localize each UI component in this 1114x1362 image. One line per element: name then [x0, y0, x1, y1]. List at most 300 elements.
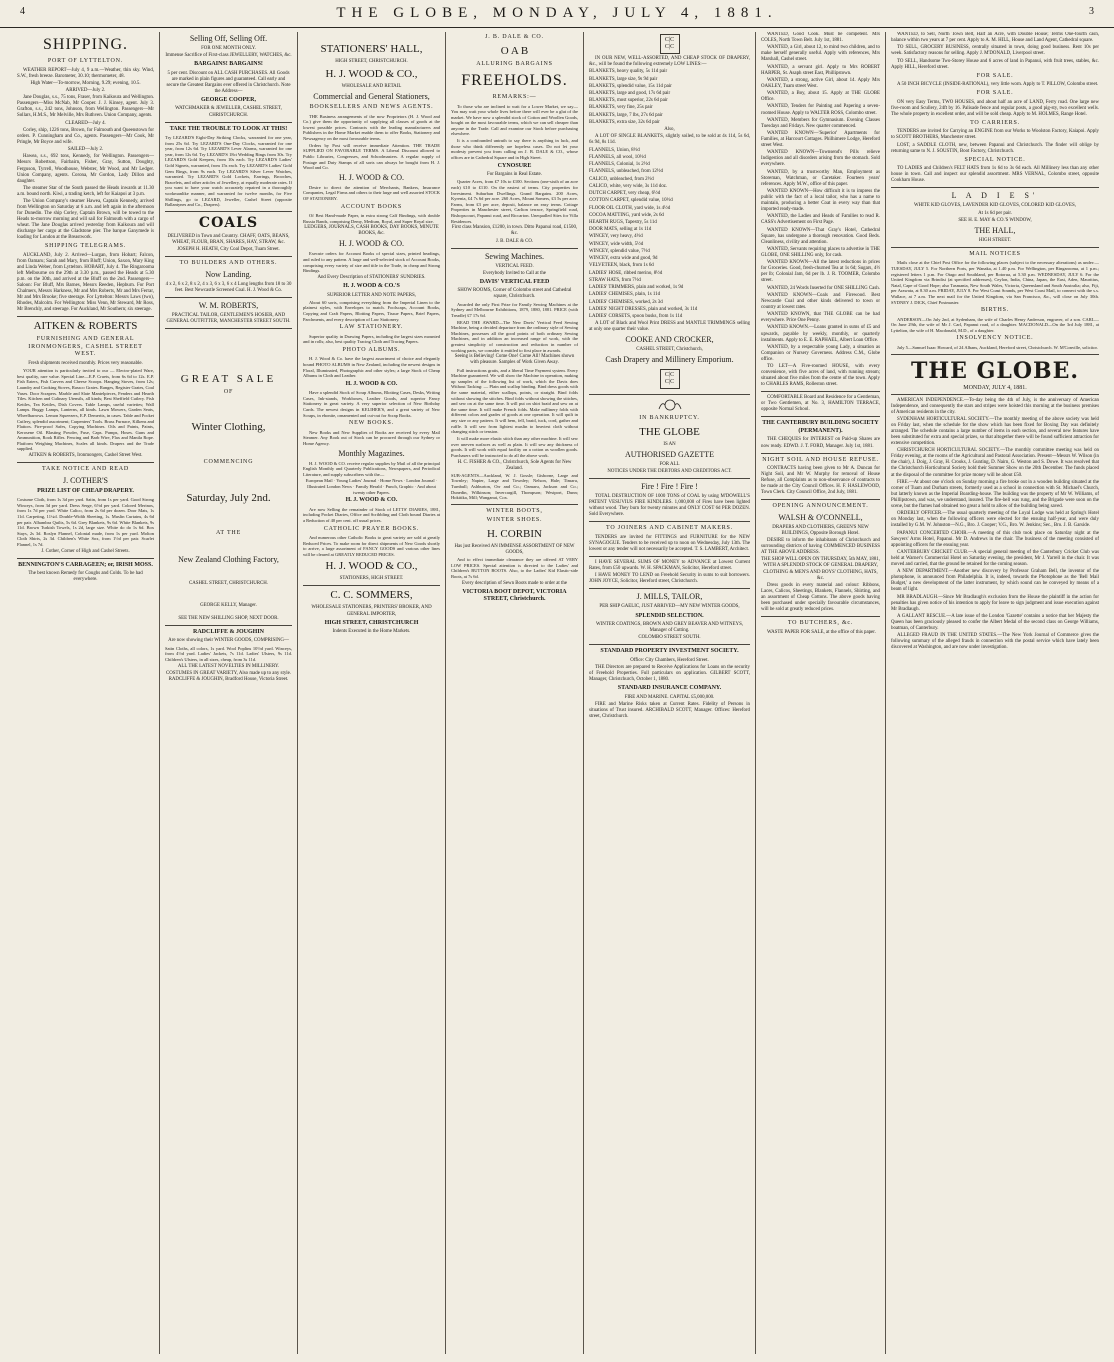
is-an-label: IS AN: [663, 441, 676, 447]
opening-heading: OPENING ANNOUNCEMENT.: [772, 503, 869, 510]
divider: [761, 416, 880, 417]
list-item: BLANKETS, most superior, 22s 6d pair: [589, 98, 668, 104]
sale-notices: [891, 32, 1099, 71]
classified-ad: WANTED, Good Cook. Must be competent. Mrs COLES, North Town Belt. July 1st, 1881.: [761, 32, 880, 44]
coals-text: DELIVERED in Town and Country. CHAFF, OATS, BEANS, WHEAT, FLOUR, BRAN, SHARES, HAY, STRAW, &c.: [167, 233, 290, 245]
the-globe-heading: THE GLOBE: [639, 425, 700, 438]
divider: [761, 499, 880, 500]
carriers-heading: TO CARRIERS.: [970, 119, 1020, 126]
for-all-label: FOR ALL: [659, 461, 680, 467]
news-paragraph: FIRE.—At about one o'clock on Sunday morning a fire broke out in a wooden building situated at the corner of Tuam and Durham streets, formerly used as a school in connection with St. Michael's Church, but latterly known as the Imperial Boarding-house. The building was the property of Mr W. Williams, of Phillipstown, and was, we understand, insured. The fire-bell was rung, and the Brigade were soon on the scene, but the flames had obtained too great a hold to allow of the building being saved.: [891, 479, 1099, 509]
standard-office: Office: City Chambers, Hereford Street.: [630, 657, 709, 663]
divider: [165, 211, 292, 212]
births-text: ANDERSON—On July 2nd, at Sydenham, the wife of Charles Henry Anderson, engraver, of a son. CARL—On June 29th, the wife of Mr J. Carl, Papanui road, of a daughter. MACDONALD—On the 3rd July 1881, at Lyttelton, the wife of H. Macdonald, M.D., of a daughter.: [891, 316, 1099, 333]
arrived-text: Jane Douglas, s.s., 75 tons, Fraser, from Kaikoura and Wellington. Passengers—Miss McNab, Mr Cooper. J. J. Kinsey, agent. July 3. Grafton, s.s., 242 tons, Johnson, from Wellington. Passengers—Mr Sollars, H.M.S., Mr Melville, Mrs Ruthven. Union Company, agents.: [17, 95, 154, 119]
sale-notice: TO SELL, GROCERY BUSINESS, centrally situated in town, doing good business. Rent 10s per week. Satisfactory reasons for selling. Apply J. M'DONALD, Liverpool street.: [891, 45, 1099, 57]
list-item: BLANKETS, heavy quality, 5s 11d pair: [589, 69, 668, 75]
divider: [891, 247, 1099, 248]
emporium-heading: Cash Drapery and Millinery Emporium.: [605, 355, 734, 365]
list-item: DUTCH CARPET, very cheap, 6½d: [589, 191, 661, 197]
lezard-heading: TAKE THE TROUBLE TO LOOK AT THIS!: [169, 125, 288, 132]
commencing-label: COMMENCING: [203, 459, 254, 466]
corbin-text: And to effect immediate clearance they are offered AT VERY LOW PRICES. Special attention is directed to the Ladies' and Children's BUTTON BOOTS. Also, to the Ladies' Kid Elastic-side Boots, at 7s 6d.: [451, 557, 578, 579]
divider: [451, 248, 578, 249]
classified-ad: WANTED, the Ladies and Heads of Families to read R. CASS's Advertisement on First Page.: [761, 214, 880, 226]
law-heading: LAW STATIONERY.: [339, 324, 404, 331]
classified-ad: WANTED KNOWN—All the latest reductions in prices for Groceries. Good, fresh-churned Tea at 1s 6d; Sugars, 4½ per lb; Colonial Jam, 6d per lb. J. R. TOOMER, Colombo street.: [761, 260, 880, 284]
news-paragraph: PAPANUI CONCERTED CHOIR.—A meeting of this club took place on Saturday night at the Sawyers' Arms Hotel, Papanui. Mr D. Andrews in the chair. The business of the meeting consisted of appointing officers for the ensuing year.: [891, 530, 1099, 548]
column-cooke-crocker: [584, 32, 756, 1354]
account-books-heading: ACCOUNT BOOKS: [340, 203, 403, 210]
landing-text: 4 x 2, 6 x 2, 8 x 2, 4 x 3, 6 x 3, 6 x 4 Long lengths from 18 to 30 feet. Best Newcastle Screened Coal. H. J. Wood & Co.: [165, 281, 292, 293]
selling-off-sub: FOR ONE MONTH ONLY.: [201, 46, 256, 51]
sommers-heading: C. C. SOMMERS,: [330, 589, 413, 602]
corbin-sub: Has just Received AN IMMENSE ASSORTMENT OF NEW GOODS,: [454, 543, 575, 555]
aitken-note: AITKEN & ROBERTS, Ironmongers, Cashel Street West.: [28, 453, 143, 459]
blanket-list: [589, 69, 750, 126]
radcliffe-text: Satin Cloths, all colors, 1s yard. Wool Poplins 10½d yard. Winceys, from 4½d yard. Ladies' Jackets, 7s 11d. Ladies' Ulsters, 9s 11d. Children's Ulsters, in all sizes, cheap, from 3s 11d.: [165, 645, 292, 662]
magazines-heading: Monthly Magazines.: [338, 448, 405, 458]
wood-heading-7: H. J. WOOD & CO.,: [325, 560, 418, 573]
note-papers-heading: SUPERIOR LETTER AND NOTE PAPERS,: [327, 292, 416, 298]
award-text: READ THE AWARD—The New Davis' Vertical Feed Sewing Machine, being a decided departure from the ordinary style of Sewing Machines, possesses all the good points of both ordinary Sewing Machines, and in addition an increased range of work, with the greatest simplicity of construction and reduction in number of working parts, we consider it entitled to first place in awards.: [451, 319, 578, 353]
landing-heading: Now Landing.: [205, 269, 252, 279]
commercial-heading: Commercial and General Stationers,: [313, 92, 430, 102]
nz-factory-heading: New Zealand Clothing Factory,: [178, 555, 279, 565]
night-soil-heading: NIGHT SOIL AND HOUSE REFUSE.: [762, 456, 879, 463]
radcliffe-sub: Are now showing their WINTER GOODS, COMPRISING—: [168, 638, 289, 644]
classified-ad: WANTED, a servant girl. Apply to Mrs ROBERT HARPER, St. Asaph street East, Phillipstown.: [761, 64, 880, 76]
of-label: OF: [223, 388, 234, 395]
wood-heading-6: H. J. WOOD & CO.: [345, 497, 398, 504]
splendid-selection: SPLENDID SELECTION.: [635, 612, 704, 619]
walsh-text: DESIRE to inform the inhabitants of Christchurch and surrounding districts of having COMMENCED BUSINESS AT THE ABOVE ADDRESS.: [761, 538, 880, 556]
fire-text: TOTAL DESTRUCTION OF 1000 TONS of COAL by using M'DOWELL'S PATENT VESUVIUS FIRE KINDLERS. 1,000,000 of Fires have been lighted without wood. They burn for twenty minutes and ONLY COST 6d PER DOZEN. Sold Everywhere.: [589, 494, 750, 518]
divider: [761, 616, 880, 617]
builders-heading: TO BUILDERS AND OTHERS.: [179, 260, 278, 267]
for-sale-heading-2: FOR SALE.: [976, 90, 1014, 97]
remarks-heading: REMARKS:—: [492, 94, 537, 100]
cooper-heading: GEORGE COOPER,: [200, 96, 256, 103]
insolvency-heading: INSOLVENCY NOTICE.: [956, 335, 1034, 342]
insolvency-text: July 5—Samuel Isaac Howard, of 24 Albans, Auckland, Hereford street, Christchurch. W. M'Conville, solicitor.: [897, 344, 1098, 350]
vertical-feed: VERTICAL FEED.: [495, 263, 534, 269]
weather-report: WEATHER REPORT—July 4, 9 a.m.—Weather, thin sky. Wind, S.W., fresh breeze. Barometer, 30.10; thermometer, 48.: [17, 67, 154, 79]
list-item: BLANKETS, large and good, 17s 6d pair: [589, 90, 671, 96]
wood-stationery-text: Desire to direct the attention of Merchants, Bankers, Insurance Companies, Legal Firms and others to their large and well assorted STOCK OF STATIONERY.: [303, 184, 440, 201]
divider: [891, 187, 1099, 188]
classified-ad: WANTED, Tenders for Painting and Papering a seven-roomed House. Apply to WALTER ROSS, Colombo street.: [761, 104, 880, 116]
globe-masthead: THE GLOBE.: [910, 357, 1080, 384]
aitken-body: YOUR attention is particularly invited to our — Electro-plated Ware, best quality, rare value. Special Line—E.P. Cruets, from 6s 6d to 12s. E.P. Fish Eaters, Fish Carvers and Cheese Scoops. Hanging Stoves, from 12s; Laundry and Cooking Stoves, Rassco Grates. Ranges, Register Grates, Coal Vases. Door Scrapers. Marble and Slate Mantelpieces, Fenders and Hearth Tiles. Kitchen and Culinary Utensils, all kinds; Best Sheffield Cutlery. Fish Kettles, Tea Kettles, Dish Covers. Table Lamps, useful varieties; Wall Lamps. Buggy Lamps, Lanterns, all kinds. Lawn Mowers, Garden Seats, Wheelbarrows. Lemon Squeezers, E.P. Demerits, in cases. Table and Pocket Cutlery, splendid assortment; Carpenters' Tools. Brass Furnace, Kilkens and Flattors. Fire-proof Safes, Copying Machines. Oils and Paints, Paints, Kerosene Oil. Blasting Powder, Fuse, Caps. Pumps, Hoses. Guns and Ammunition, Rook Rifles. Fencing and Barb Wire, Flax and Manila Rope. Platform Weighing Machines, Scales all kinds. Drapers and the Trade supplied.: [17, 368, 154, 452]
scrap-albums-text: Have a splendid Stock of Scrap Albums, Blotting Cases, Desks, Writing Cases, Ink-stands, Workboxes, Leather Goods, and superior Fancy Stationery in great variety. A very superior selection of New Birthday Cards. The newest designs in KELIHER'S, and a great variety of New Scraps, in ebonite, ornamented and cut-out for Scrap Books.: [303, 390, 440, 418]
first-class-mansion: First class Mansion, £1200, in town. Ditto Papanui road, £1500, &c.: [451, 225, 578, 237]
freeholds-heading: FREEHOLDS.: [461, 72, 568, 89]
masthead: [0, 0, 1114, 28]
divider: [589, 394, 750, 395]
classified-ad: WANTED, 24 Words Inserted for ONE SHILLING Cash.: [767, 285, 880, 291]
divider: [165, 625, 292, 626]
cother-name: J. COTHER'S: [62, 475, 108, 485]
divider: [17, 462, 154, 463]
mills-address: COLOMBO STREET SOUTH.: [638, 635, 701, 641]
list-item: WINCEY, extra wide and good, 9d: [589, 256, 658, 262]
prayer-books-heading: CATHOLIC PRAYER BOOKS.: [323, 525, 420, 532]
lost-notice: LOST, a SADDLE CLOTH, new, between Papanui and Christchurch. The finder will oblige by returning same to N. J. SOUSTIN, Boot Factory, Christchurch.: [891, 142, 1099, 154]
port-subheading: PORT OF LYTTELTON.: [47, 58, 124, 64]
davis-sub: SHOW ROOMS, Corner of Colombo street and Cathedral square, Christchurch.: [457, 288, 572, 300]
divider: [589, 588, 750, 589]
classified-ad: WANTED, Members for Gymnasium. Evening Classes Tuesdays and Fridays. New quarter commenced.: [761, 117, 880, 129]
royal-crest-icon: [656, 398, 684, 412]
account-books-text: Of Best Hand-made Paper, in extra strong Calf Bindings, with double Russia Bands, comprising Demy, Medium, Royal, and Super Royal size.: [303, 213, 440, 224]
list-item: FLANNELS, Union, 8½d: [589, 147, 640, 153]
roberts-heading: W. M. ROBERTS,: [198, 300, 259, 310]
wood-orders-text: Orders by Post will receive immediate Attention. THE TRADE SUPPLIED ON FAVORABLE TERMS. A Liberal Discount allowed to Public Libraries, Congresses, and Schoolmasters. A regular supply of Postage and Duty Stamps of all sorts can always be bought from H. J. Wood and Co.: [303, 142, 440, 171]
column-shipping: [12, 32, 160, 1354]
tide-info: High Water—To-morrow, Morning, 9.29; evening, 10.5.: [30, 80, 141, 86]
diaries-text: Are now Selling the remainder of Stock of LETTS' DIARIES, 1881, including Pocket Diaries, Office and Scribbling and Cloth bound Diaries at a Reduction of 40 per cent. off usual prices.: [303, 506, 440, 523]
comfortable-board: COMFORTABLE Board and Residence for a Gentleman, or Two Gentlemen, at No. 3, HAMILTON TERRACE, opposite Normal School.: [761, 395, 880, 413]
cooper-sub: WATCHMAKER & JEWELLER, CASHEL STREET, CHRISTCHURCH.: [175, 106, 282, 118]
classified-ad: WANTED KNOWN—Townsend's Pills relieve Indigestion and all disorders arising from the stomach. Sold everywhere.: [761, 150, 880, 168]
cother-heading: TAKE NOTICE AND READ: [41, 466, 129, 473]
mills-text: WINTER COATINGS, BROWN AND GREY BEAVER AND WITNEYS, Manager of Cutting.: [595, 622, 744, 634]
instructions-text: Full instructions gratis, and a liberal Time Payment system. Every Machine guaranteed. We will show the Machine in operation, making up samples of the following list of work, which the Davis does Without Tacking: — Plain and scallop binding. Bind dress goods with the same material, either scallops, points, or straight. Bind folds without showing the stitches. Bind folds without showing the stitches, and sew on at the same time. It will put on shirt braid and sew on at the same time. It will make French folds. Make millinery folds with different colors and grades of goods at one operation. It will quilt in any size or any pattern. It will hem, fell, braid, tuck, cord, gather and ruffle. It will sew from lightest muslin to heaviest cloth without changing stitch or tension.: [451, 367, 578, 435]
column-wanted: [756, 32, 886, 1354]
dale-footer: J. B. DALE & CO.: [495, 238, 534, 244]
gazette-heading: AUTHORISED GAZETTE: [624, 449, 715, 459]
joyce-notice: I HAVE MONEY TO LEND on Freehold Security in sums to suit borrowers. JOHN JOYCE, Solicitor, Hereford street, Christchurch.: [589, 573, 750, 585]
classified-ad: TO LET—A Five-roomed HOUSE, with every convenience, with five acres of land, with running stream; situated about five miles from the centre of the town. Apply to CHARLES RAMS, Rolleston street.: [761, 364, 880, 388]
shipping-news: The Union Company's steamer Hawea, Captain Kennedy, arrived from Wellington on Saturday at 6 a.m. and left again in the afternoon for Dunedin. The ship Corley, Captain Brown, will be towed to the Heads to-morrow morning and will sail for Falmouth with a cargo of wheat. The Jane Douglas arrived yesterday from Kaikoura and will discharge her cargo at the Gladstone pier. The barque Ganymede is loading for London at the Breastwork.: [17, 199, 154, 241]
list-item: LADIES' CHEMISES, plain, 1s 11d: [589, 292, 661, 298]
list-item: BLANKETS, extra size, 32s 6d pair: [589, 119, 660, 125]
gloves-price: At 1s 6d per pair.: [978, 210, 1012, 216]
classified-ad: WANTED KNOWN—How difficult it is to impress the public with the fact of a local tailor, who has a name to maintain, producing a better Coat in every way than that imported ready-made.: [761, 189, 880, 213]
news-paragraph: A NEW DEPARTMENT.—Another new discovery by Professor Graham Bell, the inventor of the photophone, is announced from Philadelphia. It is, indeed, towards the Photophone as the 'Bell Mail Budget,' a new development of the latter instrument, by which sound can be conveyed by means of a beam of light.: [891, 569, 1099, 593]
divider: [589, 644, 750, 645]
new-books-text: New Books and New Supplies of Books are received by every Mail Steamer. Any Book out of Stock can be procured through our Sydney or Home Agency.: [303, 429, 440, 446]
news-paragraph: AMERICAN INDEPENDENCE.—To-day being the 4th of July, is the anniversary of American Independence, and consequently the stars and stripes were hoisted this morning at the business premises of American residents in the city.: [891, 397, 1099, 415]
fisher-agents: H. C. FISHER & CO., Christchurch, Sole Agents for New Zealand.: [457, 459, 572, 471]
bennington-heading: BENNINGTON'S CARRAGEEN; or, IRISH MOSS.: [18, 561, 153, 568]
bargain-text: 5 per cent. Discount on ALL CASH PURCHASES. All Goods are marked in plain figures and guaranteed. Call early and secure the Greatest Bargains ever offered in Christchurch. Note the Address—: [166, 70, 291, 94]
stationers-address: HIGH STREET, CHRISTCHURCH.: [335, 59, 408, 64]
list-item: BLANKETS, large size, 9s 9d pair: [589, 76, 658, 82]
telegrams-heading: SHIPPING TELEGRAMS.: [44, 243, 127, 250]
sale-notice: TO SELL, Handsome Two-Storey House and 6 acres of land in Papanui, with fruit trees, stables, &c. Apply HILL, Hereford street.: [891, 58, 1099, 70]
mills-sub: PER SHIP GAELIC, JUST ARRIVED—MY NEW WINTER GOODS,: [599, 604, 740, 610]
wood-heading: H. J. WOOD & CO.,: [325, 68, 418, 81]
instructions-text-2: It will make more elastic stitch than any other machine. It will sew over uneven surfaces as well as plain. It will sew any thickness of goods. It will work with equal facility on a cotton as woollen goods. Purchasers will be instructed to do all the above work.: [451, 436, 578, 458]
divider: [761, 453, 880, 454]
special-notice-heading: SPECIAL NOTICE.: [964, 156, 1026, 163]
tenders-text: TENDERS are invited for FITTINGS and FURNITURE for the NEW SYNAGOGUE. Tenders to be received up to noon on Wednesday, July 13th. The lowest or any tender will not necessarily be accepted. T. S. LAMBERT, Architect.: [589, 534, 750, 553]
list-item: CALICO, unbleached, from 2½d: [589, 176, 654, 182]
list-item: LADIES' HOSE, ribbed merino, 8½d: [589, 270, 663, 276]
shilling-shop: SEE THE NEW SHILLING SHOP, NEXT DOOR.: [178, 615, 279, 621]
waste-paper: WASTE PAPER FOR SALE, at the office of this paper.: [767, 629, 876, 635]
for-sale-heading: FOR SALE.: [976, 72, 1014, 79]
coals-name: JOSEPH H. HEATH, City Coal Depot, Tuam Street.: [177, 247, 280, 253]
bankruptcy-heading: IN BANKRUPTCY.: [639, 415, 700, 422]
walsh-sub: DRAPERS AND CLOTHIERS, GREEN'S NEW BUILDINGS, Opposite Borough Hotel.: [772, 524, 869, 536]
classified-ad: WANTED KNOWN—'Superior' Apartments for Families, at Harcourt Cottages. Philhimere Lodge, Hereford street West.: [761, 131, 880, 149]
classified-ad: WANTED KNOWN, that THE GLOBE can be had everywhere. Price One Penny.: [761, 312, 880, 324]
list-item: FLANNELS, Colonial, 1s 2½d: [589, 162, 650, 168]
wood-orders-text-2: Execute orders for Account Books of special sizes, printed headings, and ruled to any pattern. A large and well-selected stock of Account Books, comprising every variety of size and title in the Trade, in cheap and Strong Bindings.: [303, 251, 440, 274]
cother-price-list: Costume Cloth, from 1s 3d per yard. Satin, from 1s per yard. Good Strong Winceys, from 3d per yard. Dress Serge, 6½d per yard. Colored Merinos, from 1s 7d per yard. White Calico, from 2s 6d per dozen. Door Mats, 1s 11d. Carpeting, 11¼d. Double-Width Sheeting, 1s. Muslin Curtains, 4s 6d per pair. Alhambra Quilts, 5s 6d. Grey Blankets, 9s 6d. White Blankets, 9s 11d. Brown Turkish Towels, 1s 2d, large size. White do do 1s 6d. Box Stays, 2s 3d. Roslyn Flannel, Colonial made, from 1s per yard. Molton Cloth Shirts, 2s 3d. Children's White Sox, from 1½d per pair. Scarlet Flannel, 1s 7d.: [17, 497, 154, 548]
roberts-sub: PRACTICAL TAILOR, GENTLEMEN'S HOSIER, AND GENERAL OUTFITTER, MANCHESTER STREET SOUTH.: [166, 312, 291, 324]
gloves-list: WHITE KID GLOVES, LAVENDER KID GLOVES, COLORED KID GLOVES,: [914, 203, 1076, 209]
winter-clothing-heading: Winter Clothing,: [191, 421, 266, 434]
kelly-manager: GEORGE KELLY, Manager.: [200, 602, 257, 608]
mail-notices-text: Mails close at the Chief Post Office for the following places (subject to the necessary alterations) as under:— TUESDAY, JULY 5. For Northern Ports, per Wanaka, at 1.40 p.m. For Wellington, per Ringarooma, at 1 p.m.; registered letters 1 p.m. For Otago and Southland, per Rotorua, at 5.30 p.m. WEDNESDAY, JULY 6. For the United Kingdom via Brindisi (at specified addresses), Ceylon, India, China, Japan, the East, Aden, Mauritius, Natal, Cape of Good Hope; also Tasmania, New South Wales, Victoria, Queensland and South Australia; also, Fiji, per Arawata, at 8.30 a.m. FRIDAY, JULY 8. For West Coast Sounds, per West Coast Mail, to connect with the s.s. Wallace, at 7 a.m. The next mail for the United Kingdom, via San Francisco, &c., will close on July 30th. SYDNEY J. DICK, Chief Postmaster.: [891, 260, 1099, 305]
sommers-sub: WHOLESALE STATIONERS, PRINTERS' BROKER, AND GENERAL IMPORTER,: [311, 605, 432, 617]
alluring-bargains: ALLURING BARGAINS: [476, 60, 553, 67]
wood-footer: STATIONERS, HIGH STREET.: [339, 576, 404, 582]
classified-ad: WANTED, a Boy, about 15. Apply at THE GLOBE Office.: [761, 91, 880, 103]
page-number-right: 3: [1089, 6, 1094, 17]
list-item: LADIES' CHEMISES, worked, 2s 3d: [589, 299, 663, 305]
ledgers-list: LEDGERS, JOURNALS, CASH BOOKS, DAY BOOKS, MINUTE BOOKS, &c.: [304, 225, 439, 237]
news-paragraph: ALLEGED FRAUD IN THE UNITED STATES.—The New York Journal of Commerce gives the following summary of the alleged frauds in connection with the postal service which have lately been discovered at Washington, and are now under investigation.: [891, 633, 1099, 651]
divider: [165, 256, 292, 257]
divider: [589, 521, 750, 522]
aitken-intro: Fresh shipments received monthly. Prices very reasonable.: [28, 360, 143, 366]
editorial-date: MONDAY, JULY 4, 1881.: [963, 384, 1027, 391]
cynosure-heading: CYNOSURE: [497, 162, 532, 169]
notices-label: NOTICES UNDER THE DEBTORS AND CREDITORS ACT.: [607, 469, 732, 475]
wood-heading-3: H. J. WOOD & CO.: [339, 239, 404, 249]
remarks-text-2: It is a confounded untruth to say there is anything in luck, and those who think differently are hopeless cases. Do not let your modesty prevent you from calling on J. B. DALE & CO., whose offices are in Cathedral Square and in High Street.: [451, 138, 578, 161]
column-dale: [446, 32, 584, 1354]
classified-ad: WANTED, a strong, active Girl, about 14. Apply Mrs OAKLEY, Tuam street West.: [761, 77, 880, 89]
dale-heading: J. B. DALE & CO.: [485, 34, 544, 40]
single-blankets-text: A LOT OF SINGLE BLANKETS, slightly soiled, to be sold at 4s 11d, 5s 6d, 6s 9d, 8s 11d.: [589, 134, 750, 146]
bargains-heading: BARGAINS! BARGAINS!: [194, 61, 263, 68]
also-label: Also,: [664, 127, 675, 133]
cynosure-sub: For Bargains in Real Estate.: [487, 172, 542, 178]
shop-open-text: THE SHOP WILL OPEN ON THURSDAY, 5th MAY, 1881, WITH A SPLENDID STOCK OF GENERAL DRAPERY, CLOTHING & MEN'S AND BOYS' CLOTHING, HATS, &c.: [761, 557, 880, 581]
news-paragraph: ORDERLY OFFICER.—The usual quarterly meeting of the Loyal Lodge was held at Spring's Hotel on Monday last, when the following officers were elected for the ensuing half-year, and were duly installed by G.M. W. Johnston—N.G., Bro. J. Cooper; V.G., Bro. W. Jenkins; Sec., Bro. J. B. Garside.: [891, 511, 1099, 529]
list-item: WINCEY, splendid value, 7½d: [589, 248, 650, 254]
selling-off-line: Immense Sacrifice of First-class JEWELLERY, WATCHES, &c.: [165, 53, 292, 59]
news-paragraph: CHRISTCHURCH HORTICULTURAL SOCIETY.—The monthly committee meeting was held on Friday evening, at the rooms of the Agricultural and Pastoral Association. Present—Messrs W. Wilson (in the chair), J. Doig, J. Gray, H. Crooks, J. Gunting, D. Nairn, G. Weston and S. Dowe. It was resolved that the Christchurch Horticultural Society hold their Summer Show on the 20th December. The funds placed at the disposal of the committee for prize money will be about £50.: [891, 448, 1099, 478]
see-window: SEE H. E. MAY & CO.'S WINDOW,: [958, 217, 1032, 223]
oab-heading: O A B: [500, 44, 529, 57]
wood-sundries: And Every Description of STATIONERS' SUNDRIES.: [317, 275, 426, 281]
divider: [303, 585, 440, 586]
contracts-text: CONTRACTS having been given to Mr A. Duncan for Night Soil, and Mr W. Murphy for removal of House Refuse, all Complaints as to non-observance of contracts to be made at the City Council Offices. H. F. HASLEWOOD, Town Clerk. City Council Office, 2nd July, 1881.: [761, 466, 880, 496]
news-paragraph: CANTERBURY CRICKET CLUB.—A special general meeting of the Canterbury Cricket Club was held at Warner's Commercial Hotel on Saturday evening, the president, Mr J. Yarrell in the chair. It was moved and carried, that the ground be retained for the coming season.: [891, 549, 1099, 567]
list-item: WINCEY, wide width, 5½d: [589, 241, 644, 247]
cc-monogram-2: C|C C|C: [660, 369, 680, 389]
shipping-news-lead: The steamer Star of the South passed the Heads inwards at 11.30 a.m. bound north. Kiwi, a trading ketch, left for Kaiapoi at 3 p.m.: [17, 185, 154, 197]
list-item: LADIES' TRIMMERS, plain and worked, 1s 9d: [589, 285, 684, 291]
walsh-note: Dress goods in every material and colour: Ribbons, Laces, Calicos, Sheetings, Blankets, Flannels, Shirting, and an assortment of Cheap Cottons. The above goods having been purchased under specially favourable circumstances, will be sold at greatly reduced prices.: [761, 582, 880, 612]
divider: [589, 478, 750, 479]
corbin-heading: H. CORBIN: [486, 527, 542, 540]
new-books-heading: NEW BOOKS.: [349, 420, 394, 427]
sub-agents: SUB-AGENTS—Auckland, W. J. Gossle; Gisborne, Large and Townley; Napier, Large and Townley; Nelson, Hale; Timaru, Turnbull; Ashburton, Orr and Co.; Oamaru, Jackson and Co.; Dunedin, Wilkinson; Invercargill, Thompson; Westport, Dunn; Hokitika, Mill; Wanganui, Cox.: [451, 472, 578, 501]
wood-business-text: THE Business arrangements of the now Proprietors (H. J. Wood and Co.) give them the opportunity of supplying all classes of goods at the lowest possible prices. Contracts with the leading manufacturers and Publishers in the Home Market enable them to offer Books, Stationery and Newsagency on the most favourable terms.: [303, 113, 440, 141]
sailed-heading: SAILED—July 2.: [67, 147, 104, 153]
winter-shoes: WINTER SHOES.: [486, 517, 543, 524]
booksellers-heading: BOOKSELLERS AND NEWS AGENTS.: [309, 104, 434, 111]
radcliffe-footer: COSTUMES IN GREAT VARIETY, Also made up to any style. RADCLIFFE & JOUGHIN, Bradford House, Victoria Street.: [165, 670, 292, 682]
ladies-heading: L A D I E S': [951, 191, 1039, 201]
list-item: LADIES' NIGHT DRESSES, plain and worked, 3s 11d: [589, 306, 698, 312]
magazines-text: H. J. WOOD & CO. receive regular supplies by Mail of all the principal English Monthly and Quarterly Publications, Newspapers, and Periodical Literature, and supply subscribers with the—: [303, 460, 440, 477]
dresses-text: A LOT of Black and Wool Print DRESS and MANTLE TRIMMINGS selling at only one quarter their value.: [589, 321, 750, 333]
seeing-believing: Seeing is Believing! Come One! Come All! Machines shown with pleasure. Samples of Work Given Away.: [454, 354, 575, 366]
news-paragraph: A GALLANT RESCUE.—A late issue of the London 'Gazette' contains a notice that her Majesty the Queen has been graciously pleased to confer the Albert Medal of the second class on George Williams, boatman, of Canterbury.: [891, 613, 1099, 631]
fire-heading: Fire ! Fire ! Fire !: [641, 482, 698, 492]
newspaper-header: THE GLOBE, MONDAY, JULY 4, 1881.: [336, 5, 778, 21]
divider: [761, 391, 880, 392]
editorial-articles: [891, 398, 1099, 652]
bennington-text: The best known Remedy for Coughs and Colds. To be had everywhere.: [28, 571, 143, 583]
list-item: DOOR MATS, selling at 1s 11d: [589, 227, 652, 233]
high-street: HIGH STREET.: [978, 237, 1012, 243]
wood-heading-4: H. J. WOOD & CO.'S: [343, 283, 400, 290]
davis-text: Awarded the only First Prize for Family Sewing Machines at the Sydney and Melbourne Exhibitions, 1879, 1880, 1881. PRICE (with Treadle) £7 17s 6d.: [451, 301, 578, 318]
cc-monogram: C|C C|C: [660, 34, 680, 54]
cleared-text: Corley, ship, 1226 tons, Brown, for Falmouth and Queenstown for orders. P. Cunningham and Co., agents. Passengers—Mr Cook, Mr Pringle, Mr Boyce and wife.: [17, 127, 154, 145]
remarks-text: To those who are inclined to wait for a Lower Market, we say—You may wait your whole lives before there will ever be a glut of the market. We have now a splendid stock of Cotton and Woollen Goods, bought on the most favourable terms, which we can sell cheaper than anyone in the Trade. Call and examine our Stock before purchasing elsewhere.: [451, 103, 578, 137]
divider: [891, 394, 1099, 395]
aitken-heading: AITKEN & ROBERTS: [33, 320, 138, 333]
joiners-heading: TO JOINERS AND CABINET MAKERS.: [606, 525, 733, 532]
cooke-sub: CASHEL STREET, Christchurch,: [636, 347, 703, 353]
mills-heading: J. MILLS, TAILOR,: [636, 592, 703, 602]
page-number-left: 4: [20, 6, 25, 17]
sale-notice: WANTED, to Sell, North Town Belt, Half an Acre, with Double House; Terms One-fourth cash, balance within two years at 7 per cent. Apply to A. M. HILL, House and Land Agent, Cathedral square.: [891, 32, 1099, 44]
note-papers-text: About 60 sorts, comprising everything from the Imperial Linen to the plainest styles, with Envelopes to match. Foolscaps, Account Books, Copying and Craft Papers, Blotting Papers, Tissue Papers, Brief Papers, Parchments, and every description of Law Stationery.: [303, 299, 440, 322]
spackman-notice: I HAVE SEVERAL SUMS OF MONEY to ADVANCE at Lowest Current Rates, from £50 upwards. W. H. SPACKMAN, Solicitor, Hereford street.: [589, 560, 750, 572]
wood-sub: WHOLESALE AND RETAIL: [341, 84, 402, 90]
classified-ad: WANTED KNOWN.—Loans granted in sums of £5 and upwards, payable by weekly, monthly, or quarterly instalments. Apply to E. E. RAPHAEL, Albert Loan Office.: [761, 325, 880, 343]
sailed-text: Hawea, s.s., 692 tons, Kennedy, for Wellington. Passengers—Messrs Robertson, Fairbairn, Fisher, Gray, Sutton, Doughty, Ferguson, Tyrrell, Woodhouse, Webster, Mr Wood, and Mr Ledger. Union Company, agents. Corona, Mr Gordon, Lady Dillon and daughter.: [17, 154, 154, 184]
photo-text: H. J. Wood & Co. have the largest assortment of choice and elegantly bound PHOTO ALBUMS in New Zealand, including the newest designs in Floral, Illuminated, Photographic and other styles; a large Stock of Cheap Albums in Cloth and Leather.: [303, 356, 440, 379]
building-society-heading: THE CANTERBURY BUILDING SOCIETY (PERMANENT).: [762, 420, 879, 434]
list-item: VELVETEEN, black, from 1s 6d: [589, 263, 654, 269]
bicycle-notice: A 50 INCH BICYCLE (INSIDE-RATIONAL), very little worn. Apply to T. PILLOW, Colombo street.: [897, 82, 1099, 88]
houses-sale-notice: ON very Easy Terms, TWO HOUSES, and about half an acre of LAND, Ferry road. One large new five-room and Scullery, 24ft by 16. Palisade fence and regular posts, a good pig-sty, two excellent wells. The whole property in excellent order, and will be sold cheap. Apply to M. HOLMES, Range Hotel.: [891, 99, 1099, 117]
insurance-text: FIRE and Marine Risks taken at Current Rates. Fidelity of Persons in situations of Trust insured. ARCHIBALD SCOTT, Manager. Offices: Hereford street, Christchurch.: [589, 701, 750, 720]
list-item: COTTON CARPET, splendid value, 10½d: [589, 198, 673, 204]
photo-heading: PHOTO ALBUMS.: [342, 346, 401, 353]
corbin-note: Every description of Sewn Boots made to order at the: [462, 580, 567, 586]
arrived-heading: ARRIVED—July 2.: [65, 88, 106, 94]
list-item: HEARTH RUGS, Tapestry, 5s 11d: [589, 220, 657, 226]
wanted-list: [761, 32, 880, 388]
prayer-books-text: And numerous other Catholic Books to great variety are sold at greatly Reduced Prices. To make room for direct shipments of New Goods shortly to arrive, a large assortment of FANCY GOODS and various other lines will be cleared at GREATLY REDUCED PRICES.: [303, 535, 440, 557]
classified-ad: WANTED, Servants requiring places to advertise in THE GLOBE, ONE SHILLING only, for cash.: [761, 246, 880, 259]
standard-text: THE Directors are prepared to Receive Applications for Loans on the security of Freehold Properties. Full particulars on application. GILBERT SCOTT, Manager, Christchurch, October 1, 1880.: [589, 665, 750, 683]
stationers-hall-heading: STATIONERS' HALL,: [320, 43, 423, 55]
davis-heading: DAVIS' VERTICAL FEED: [479, 278, 550, 285]
the-hall-heading: THE HALL,: [974, 225, 1016, 235]
column-editorial: [886, 32, 1104, 1354]
cother-subheading: PRIZE LIST OF CHEAP DRAPERY.: [37, 487, 134, 494]
sommers-note: Indents Executed in the Home Markets.: [332, 629, 411, 635]
sommers-address: HIGH STREET, CHRISTCHURCH: [324, 619, 419, 626]
cother-footer: J. Cother, Corner of High and Cashel Streets.: [41, 548, 130, 554]
mail-notices-heading: MAIL NOTICES: [969, 250, 1021, 257]
list-item: LADIES' CORSETS, spoon busks, from 1s 11d: [589, 314, 683, 320]
list-item: STRAW HATS, from 7½d: [589, 277, 641, 283]
divider: [17, 558, 154, 559]
cooke-heading: COOKE AND CROCKER,: [625, 335, 714, 345]
divider: [165, 122, 292, 123]
flannel-list: [589, 148, 750, 320]
magazine-list: European Mail · Young Ladies' Journal · Home News · London Journal · Illustrated London News · Family Herald · Punch, Graphic · And about twenty other Papers.: [305, 478, 438, 495]
classified-ad: WANTED KNOWN—Coals and Firewood. Best Newcastle Coal and other kinds delivered to town or country at lowest rates.: [761, 292, 880, 310]
selling-off-heading: Selling Off, Selling Off.: [189, 34, 268, 43]
radcliffe-note: ALL THE LATEST NOVELTIES IN MILLINERY.: [177, 663, 280, 669]
divider: [17, 316, 154, 317]
divider: [451, 504, 578, 505]
cleared-heading: CLEARED—July 4.: [65, 120, 106, 126]
divider: [589, 556, 750, 557]
law-text: Superior quality in Drawing Papers, including the largest sizes mounted and in rolls; also, best quality Tracing Cloth and Tracing Papers.: [303, 333, 440, 345]
classified-ad: WANTED KNOWN—That Gray's Hotel, Cathedral Square, has undergone a thorough renovation. Good Beds. Cleanliness, civility and attention.: [761, 227, 880, 245]
list-item: BLANKETS, large, 7 lbs, 27s 6d pair: [589, 112, 663, 118]
sewing-heading: Sewing Machines.: [484, 251, 545, 261]
column-stationers: [298, 32, 446, 1354]
list-item: FLANNELS, unbleached, from 12½d: [589, 169, 663, 175]
divider: [165, 297, 292, 298]
news-paragraph: MR BRADLAUGH.—Since Mr Bradlaugh's exclusion from the House the plaintiff in the action for penalties has given notice of his intention to apply for leave to sign judgment and issue execution against Mr Bradlaugh.: [891, 594, 1099, 612]
classified-ad: WANTED, by a respectable young Lady, a situation as Companion or Nursery Governess. Address C.M., Globe office.: [761, 344, 880, 362]
special-notice-text: TO LADIES and Children's FELT HATS from 1s 6d to 3s 6d each. All Millinery less than any other house in town. Call and inspect our splendid assortment. MRS VERNAL, Colombo street, opposite Cookham House.: [891, 166, 1099, 184]
cashel-address: CASHEL STREET, CHRISTCHURCH.: [188, 581, 269, 587]
classified-ad: WANTED, a Girl, about 12, to mind two children, and to make herself generally useful. Apply with references, Mrs Marshall, Cashel street.: [761, 45, 880, 63]
carriers-text: TENDERS are invited for Carrying an ENGINE from our Works to Woolston Factory, Kaiapoi. Apply to SCOTT BROTHERS, Manchester street.: [891, 129, 1099, 141]
great-sale-heading: GREAT SALE: [180, 372, 277, 385]
estate-list: Quarter Acres, from £7 10s to £100. Sections (one-sixth of an acre each) £10 to £110. On the easiest of terms. City properties for Investment. Suburban Dwellings. Grand Bargains. 200 Acres, Kyrenia, £4 7s 6d per acre. 260 Acres, Mount Somers, £3 5s per acre. Farms, from £3 per acre, deposit, balance on easy terms. Cottage Properties in Manchester street, Carlton terrace, Springfield road, Bishopscourt, Papanui road, and Riccarton. Unequalled Sites for Villa Residences.: [451, 179, 578, 224]
at-the-label: AT THE: [215, 529, 242, 536]
walsh-heading: WALSH & O'CONNELL,: [778, 512, 863, 522]
telegrams-text: AUCKLAND, July 2. Arrived—Lurgan, from Hobart; Falcon, from Oamaru; Sarah and Mary, from Bluff; Union, Saxon, Mary King and Linda Weber, from Lyttelton. HOBART, July 4. The Ringarooma left Melbourne on the 29th at 3.30 p.m., passed the Heads at 5.30 p.m. on the 30th, and arrived at the Bluff on the 2nd. Passengers—Saloon: For Bluff, Mrs Barnes, Messrs Reeden, Hepburn. For Port Chalmers, Messrs Harkness, Mr and Mrs Roberts, Mr and Mrs Ferrar, Mr and Mrs Brooke; five steerage. For Lyttelton: Messrs Laws (two), Rhodes, Malcolm. For Wellington: Miss Venn, Mr Steward, Mr Ross, Mr Brenchly, and steerage. For Auckland, Mr Southern; six steerage.: [17, 252, 154, 313]
vertical-sub: Everybody Invited to Call at the: [483, 270, 546, 276]
list-item: WINCEY, very heavy, 4½d: [589, 234, 643, 240]
list-item: FLANNELS, all wool, 10½d: [589, 154, 646, 160]
list-item: CALICO, white, very wide, 3s 11d doz.: [589, 183, 668, 189]
newspaper-page: [12, 32, 1104, 1354]
aitken-subheading: FURNISHING AND GENERAL IRONMONGERS, CASHEL STREET WEST.: [28, 336, 143, 358]
wood-heading-2: H. J. WOOD & CO.: [339, 172, 404, 182]
victoria-boot-depot: VICTORIA BOOT DEPOT, VICTORIA STREET, Christchurch.: [462, 588, 567, 603]
standard-heading: STANDARD PROPERTY INVESTMENT SOCIETY.: [600, 648, 739, 655]
coals-heading: COALS: [198, 214, 259, 231]
births-heading: BIRTHS.: [980, 307, 1010, 314]
list-item: COCOA MATTING, yard wide, 2s 6d: [589, 212, 664, 218]
divider: [165, 328, 292, 329]
list-item: FLOOR OIL CLOTH, yard wide, 1s 4½d: [589, 205, 671, 211]
cheques-text: THE CHEQUES for INTEREST on Paid-up Shares are now ready. EDWD. J. T. FORD, Manager. July 1st, 1881.: [761, 437, 880, 449]
list-item: BLANKETS, very fine, 25s pair: [589, 105, 653, 111]
shipping-heading: SHIPPING.: [42, 36, 128, 53]
saturday-heading: Saturday, July 2nd.: [186, 491, 271, 504]
insurance-sub: FIRE AND MARINE. CAPITAL £5,000,000.: [624, 694, 715, 700]
column-jewellery: [160, 32, 298, 1354]
list-item: BLANKETS, splendid value, 15s 11d pair: [589, 83, 672, 89]
wood-heading-5: H. J. WOOD & CO.: [345, 380, 398, 387]
